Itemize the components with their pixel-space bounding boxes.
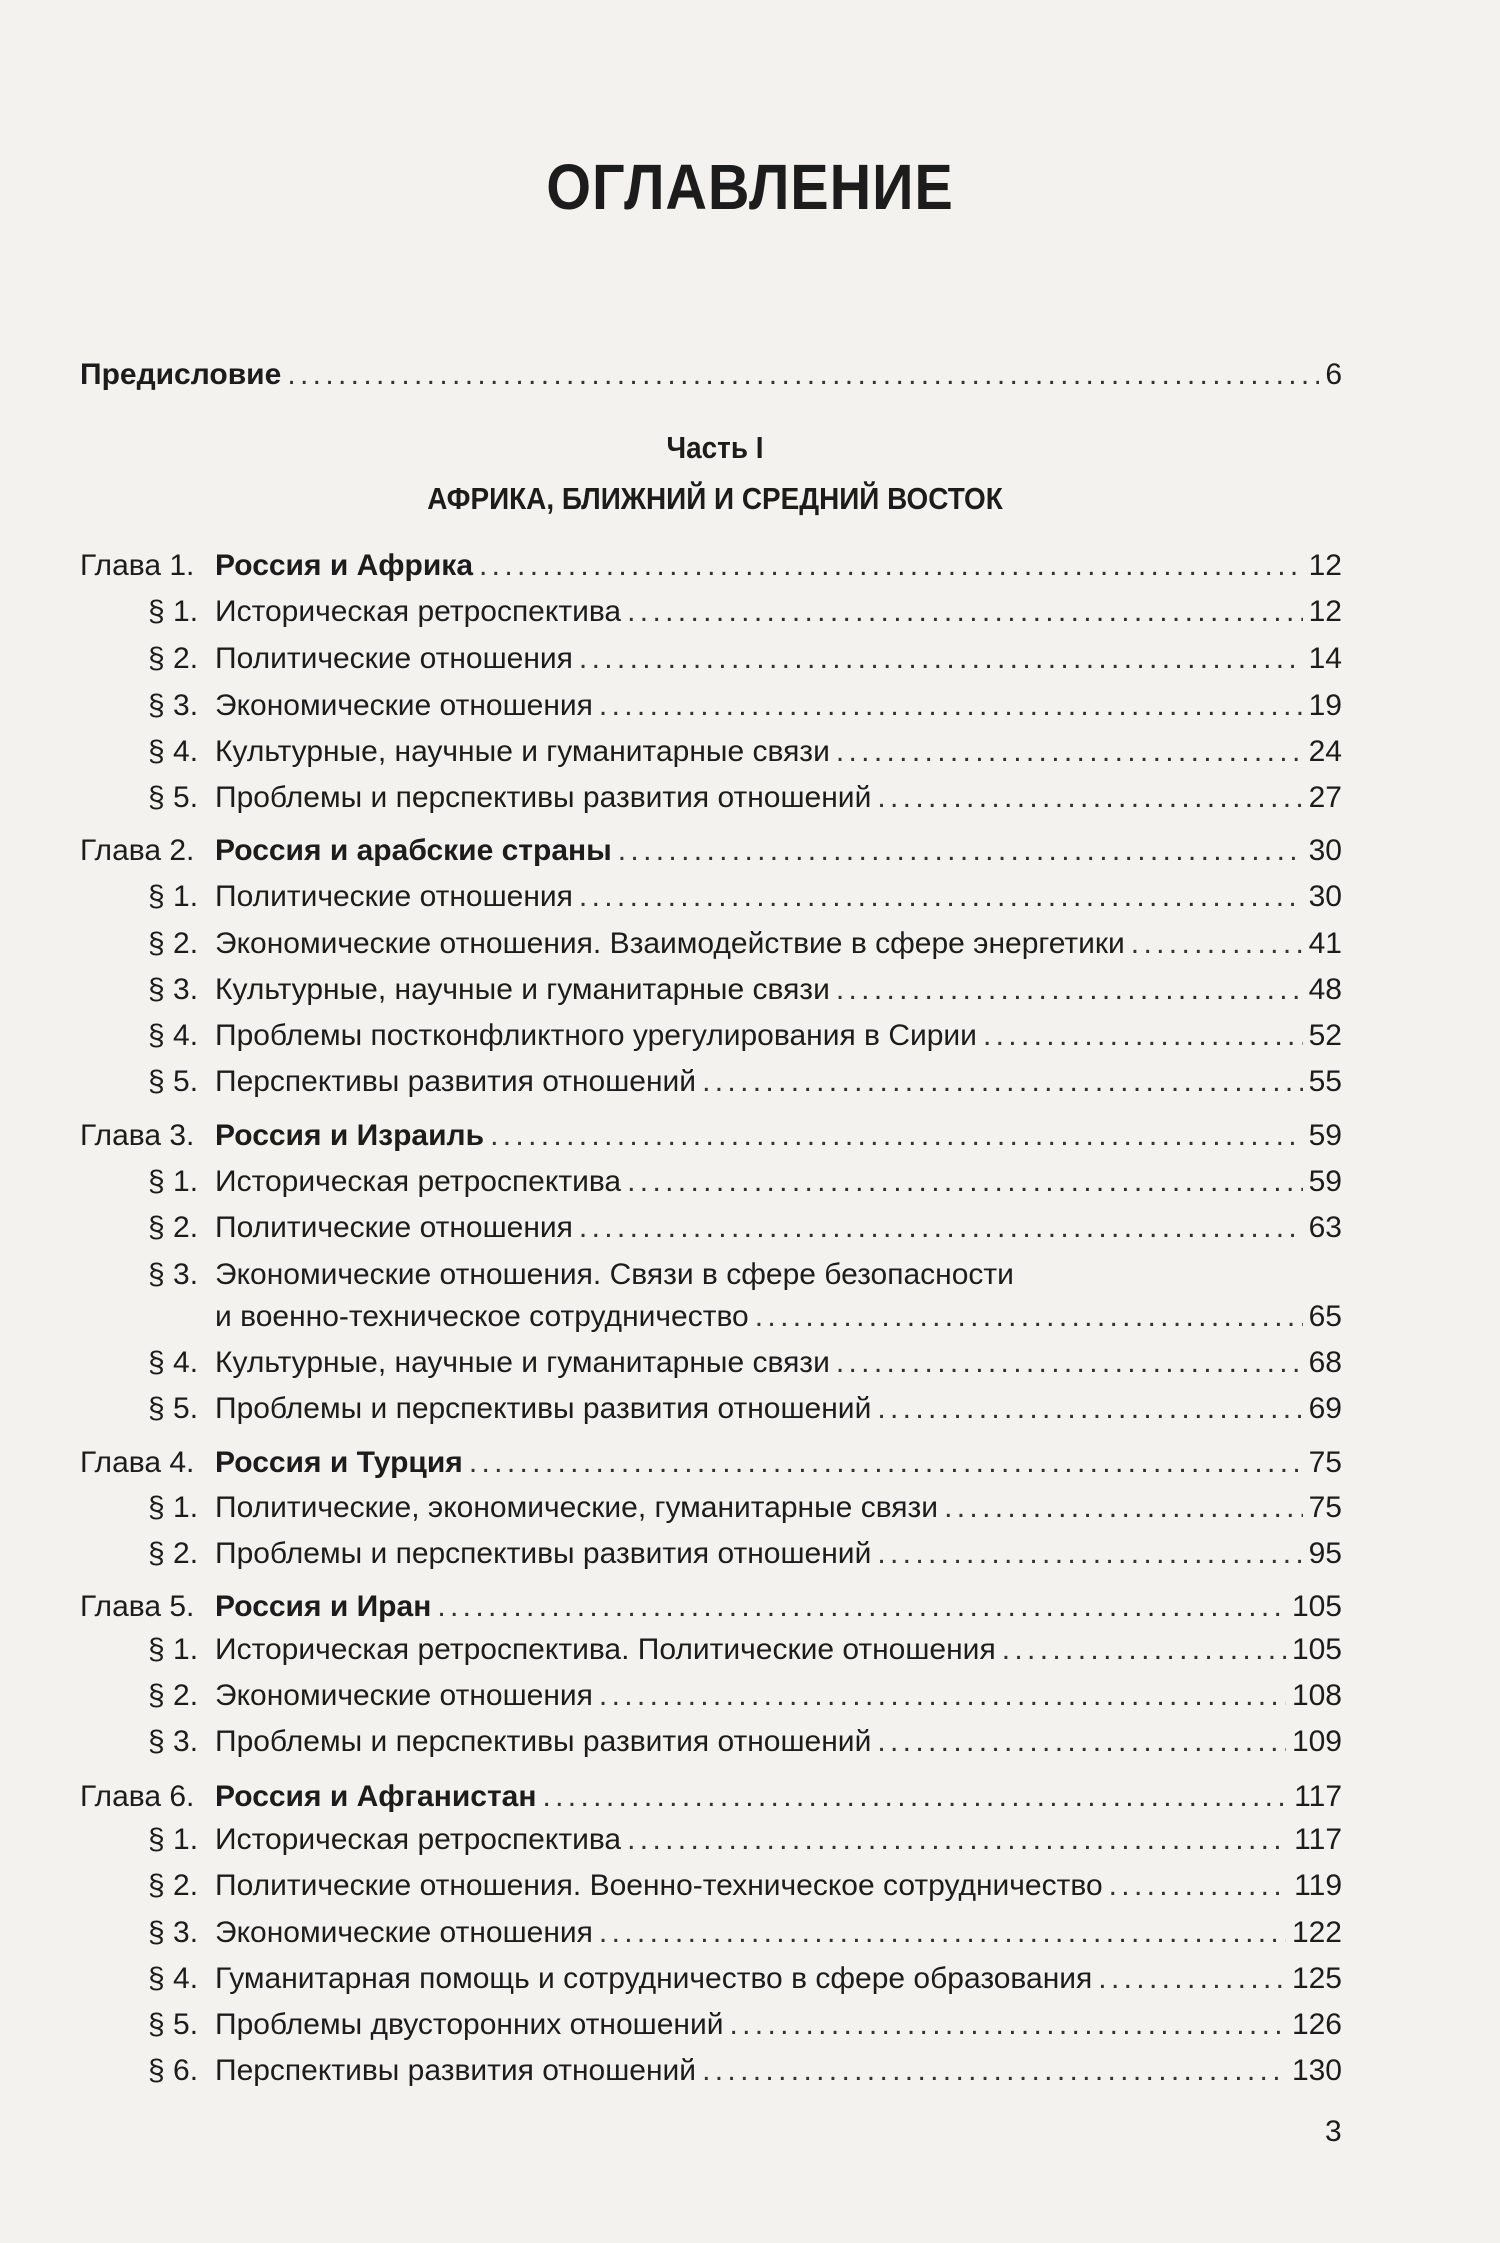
chapter-number: Глава 5. [80, 1590, 195, 1623]
section-number: § 6. [148, 2054, 199, 2087]
toc-section [148, 1485, 1342, 1525]
section-page: 117 [1294, 1823, 1342, 1856]
leader-dots [437, 1590, 1286, 1624]
toc-section [148, 1910, 1342, 1950]
toc-section [148, 589, 1342, 629]
toc-entry-title: Предисловие [80, 358, 282, 391]
leader-dots [836, 735, 1303, 769]
chapter-page: 12 [1308, 549, 1342, 582]
section-page: 14 [1308, 642, 1342, 675]
section-title: Культурные, научные и гуманитарные связи [215, 735, 830, 768]
section-number: § 1. [148, 1491, 199, 1524]
leader-dots [627, 595, 1303, 629]
section-title: Экономические отношения [215, 689, 593, 722]
section-title: Историческая ретроспектива [215, 595, 622, 628]
leader-dots [599, 1679, 1286, 1713]
section-number: § 5. [148, 1065, 199, 1098]
section-number: § 1. [148, 1823, 199, 1856]
leader-dots [627, 1823, 1288, 1857]
section-title: Проблемы и перспективы развития отношений [215, 781, 872, 814]
section-title: Историческая ретроспектива. Политические отношения [215, 1633, 996, 1666]
section-page: 75 [1308, 1491, 1342, 1524]
leader-dots [469, 1446, 1303, 1480]
section-title: Экономические отношения [215, 1916, 593, 1949]
chapter-title: Россия и Израиль [215, 1119, 485, 1152]
section-page: 59 [1308, 1165, 1342, 1198]
toc-section [148, 967, 1342, 1007]
section-number: § 4. [148, 1346, 199, 1379]
section-page: 24 [1308, 735, 1342, 768]
section-page: 95 [1308, 1537, 1342, 1570]
section-title: Перспективы развития отношений [215, 1065, 697, 1098]
section-number: § 3. [148, 1258, 199, 1291]
section-title: Проблемы и перспективы развития отношений [215, 1537, 872, 1570]
leader-dots [755, 1300, 1303, 1334]
chapter-title: Россия и арабские страны [215, 834, 612, 867]
part-title: АФРИКА, БЛИЖНИЙ И СРЕДНИЙ ВОСТОК [427, 481, 1003, 516]
leader-dots [599, 689, 1303, 723]
section-title: Экономические отношения [215, 1679, 593, 1712]
toc-section [148, 1340, 1342, 1380]
section-title: Политические, экономические, гуманитарные связи [215, 1491, 939, 1524]
toc-section [148, 1252, 1342, 1292]
toc-section-continuation [148, 1294, 1342, 1334]
toc-section [148, 1673, 1342, 1713]
leader-dots [479, 549, 1303, 583]
leader-dots [627, 1165, 1303, 1199]
section-number: § 4. [148, 1962, 199, 1995]
toc-section [148, 683, 1342, 723]
leader-dots [702, 2054, 1286, 2088]
toc-preface [80, 352, 1342, 392]
toc-section [148, 729, 1342, 769]
toc-section [148, 636, 1342, 676]
chapter-title: Россия и Африка [215, 549, 474, 582]
chapter-number: Глава 2. [80, 834, 195, 867]
section-page: 55 [1308, 1065, 1342, 1098]
section-title: Культурные, научные и гуманитарные связи [215, 973, 830, 1006]
toc-section [148, 1627, 1342, 1667]
section-number: § 2. [148, 1869, 199, 1902]
section-title-line2: и военно-техническое сотрудничество [215, 1300, 749, 1333]
section-page: 63 [1308, 1211, 1342, 1244]
page-title: ОГЛАВЛЕНИЕ [546, 151, 954, 223]
toc-section [148, 1956, 1342, 1996]
chapter-number: Глава 1. [80, 549, 195, 582]
leader-dots [579, 880, 1303, 914]
toc-chapter [80, 543, 1342, 583]
leader-dots [702, 1065, 1303, 1099]
leader-dots [944, 1491, 1303, 1525]
section-number: § 3. [148, 973, 199, 1006]
section-title: Историческая ретроспектива [215, 1823, 622, 1856]
section-number: § 4. [148, 1019, 199, 1052]
section-page: 12 [1308, 595, 1342, 628]
leader-dots [983, 1019, 1303, 1053]
chapter-title: Россия и Турция [215, 1446, 463, 1479]
section-page: 69 [1308, 1392, 1342, 1425]
toc-section [148, 921, 1342, 961]
section-number: § 2. [148, 1211, 199, 1244]
leader-dots [729, 2008, 1285, 2042]
section-number: § 5. [148, 2008, 199, 2041]
section-page: 119 [1294, 1869, 1342, 1902]
section-number: § 2. [148, 642, 199, 675]
section-title: Проблемы постконфликтного урегулирования в Сирии [215, 1019, 977, 1052]
section-number: § 1. [148, 1165, 199, 1198]
section-page: 27 [1308, 781, 1342, 814]
section-title: Проблемы и перспективы развития отношений [215, 1725, 872, 1758]
leader-dots [490, 1119, 1303, 1153]
leader-dots [618, 834, 1303, 868]
section-page: 130 [1291, 2054, 1342, 2087]
toc-chapter [80, 828, 1342, 868]
section-page: 48 [1308, 973, 1342, 1006]
section-number: § 2. [148, 927, 199, 960]
toc-section [148, 1205, 1342, 1245]
section-title: Историческая ретроспектива [215, 1165, 622, 1198]
leader-dots [1002, 1633, 1286, 1667]
leader-dots [877, 1392, 1302, 1426]
chapter-page: 117 [1294, 1780, 1342, 1813]
toc-entry-page: 6 [1325, 358, 1342, 391]
section-title: Гуманитарная помощь и сотрудничество в сфере образования [215, 1962, 1093, 1995]
section-title: Политические отношения [215, 1211, 573, 1244]
leader-dots [877, 781, 1302, 815]
section-page: 52 [1308, 1019, 1342, 1052]
leader-dots [836, 973, 1303, 1007]
chapter-number: Глава 4. [80, 1446, 195, 1479]
chapter-page: 59 [1308, 1119, 1342, 1152]
section-page: 19 [1308, 689, 1342, 722]
toc-chapter [80, 1774, 1342, 1814]
section-title: Политические отношения [215, 642, 573, 675]
chapter-number: Глава 6. [80, 1780, 195, 1813]
section-title: Перспективы развития отношений [215, 2054, 697, 2087]
chapter-page: 30 [1308, 834, 1342, 867]
section-title: Проблемы и перспективы развития отношений [215, 1392, 872, 1425]
chapter-page: 105 [1291, 1590, 1342, 1623]
section-number: § 3. [148, 689, 199, 722]
toc-section [148, 1386, 1342, 1426]
toc-chapter [80, 1113, 1342, 1153]
leader-dots [877, 1725, 1286, 1759]
section-page: 126 [1291, 2008, 1342, 2041]
section-title: Политические отношения [215, 880, 573, 913]
leader-dots [1098, 1962, 1286, 1996]
toc-section [148, 1159, 1342, 1199]
section-page: 109 [1291, 1725, 1342, 1758]
section-title: Культурные, научные и гуманитарные связи [215, 1346, 830, 1379]
toc-section [148, 2048, 1342, 2088]
section-title: Экономические отношения. Связи в сфере безопасности [215, 1258, 1014, 1291]
section-number: § 2. [148, 1679, 199, 1712]
toc-section [148, 775, 1342, 815]
leader-dots [579, 642, 1303, 676]
section-number: § 1. [148, 880, 199, 913]
toc-section [148, 1719, 1342, 1759]
section-page: 41 [1308, 927, 1342, 960]
section-page: 30 [1308, 880, 1342, 913]
section-number: § 1. [148, 595, 199, 628]
section-title: Политические отношения. Военно-техническое сотрудничество [215, 1869, 1103, 1902]
toc-section [148, 1013, 1342, 1053]
leader-dots [542, 1780, 1288, 1814]
section-page: 65 [1308, 1300, 1342, 1333]
section-number: § 4. [148, 735, 199, 768]
toc-section [148, 1863, 1342, 1903]
section-title: Проблемы двусторонних отношений [215, 2008, 724, 2041]
toc-section [148, 1059, 1342, 1099]
toc-chapter [80, 1440, 1342, 1480]
part-label: Часть I [666, 430, 764, 465]
leader-dots [877, 1537, 1302, 1571]
section-page: 105 [1291, 1633, 1342, 1666]
toc-section [148, 1531, 1342, 1571]
leader-dots [836, 1346, 1303, 1380]
section-number: § 5. [148, 781, 199, 814]
toc-chapter [80, 1584, 1342, 1624]
chapter-number: Глава 3. [80, 1119, 195, 1152]
toc-section [148, 874, 1342, 914]
section-number: § 2. [148, 1537, 199, 1570]
toc-section [148, 2002, 1342, 2042]
section-page: 68 [1308, 1346, 1342, 1379]
leader-dots [579, 1211, 1303, 1245]
section-number: § 1. [148, 1633, 199, 1666]
section-page: 125 [1291, 1962, 1342, 1995]
page-number: 3 [1325, 2115, 1342, 2148]
leader-dots [1131, 927, 1303, 961]
chapter-title: Россия и Иран [215, 1590, 432, 1623]
section-page: 122 [1291, 1916, 1342, 1949]
chapter-title: Россия и Афганистан [215, 1780, 537, 1813]
chapter-page: 75 [1308, 1446, 1342, 1479]
leader-dots [599, 1916, 1286, 1950]
section-number: § 3. [148, 1916, 199, 1949]
toc-section [148, 1817, 1342, 1857]
section-page: 108 [1291, 1679, 1342, 1712]
section-number: § 3. [148, 1725, 199, 1758]
section-title: Экономические отношения. Взаимодействие в сфере энергетики [215, 927, 1125, 960]
leader-dots [1109, 1869, 1289, 1903]
leader-dots [287, 358, 1319, 392]
section-number: § 5. [148, 1392, 199, 1425]
